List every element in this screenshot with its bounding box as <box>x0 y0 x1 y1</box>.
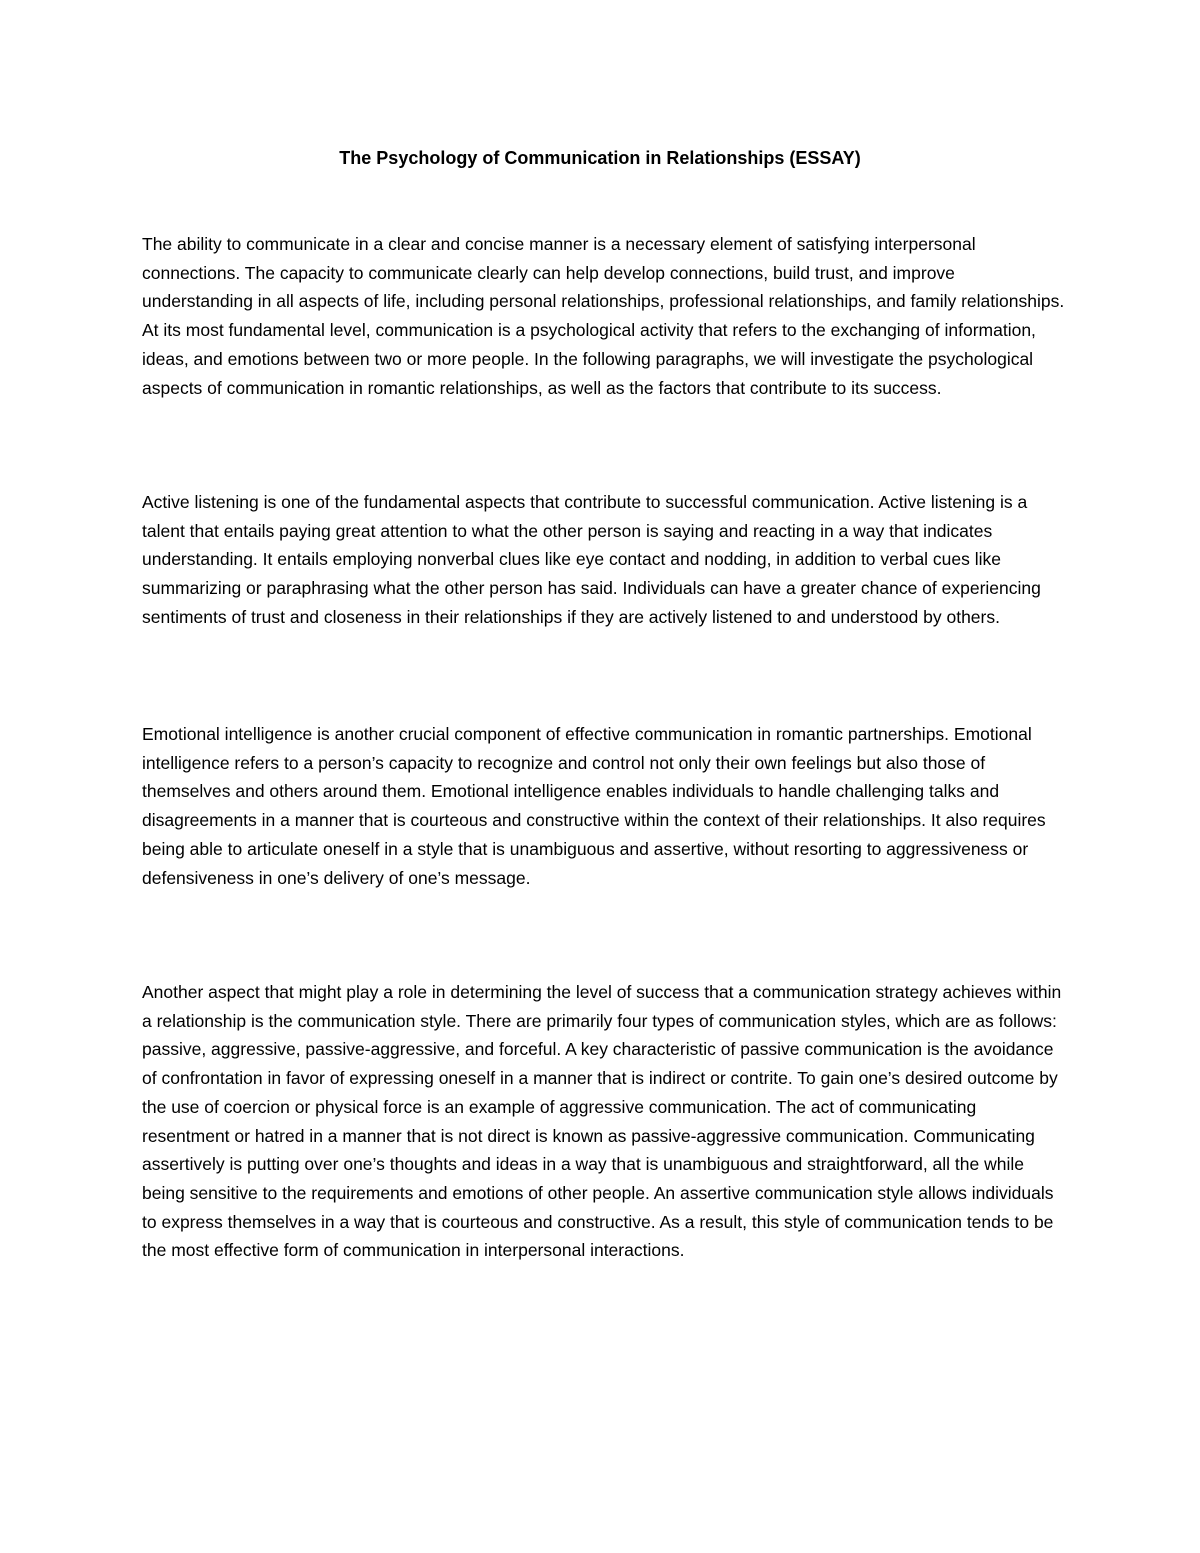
paragraph-emotional-intelligence: Emotional intelligence is another crucial component of effective communication in romantic partnerships. Emotional intelligence refers to a person’s capacity to recognize and control not only their own feelings but also those of themselves and others around them. Emotional intelligence enables individuals to handle challenging talks and disagreements in a manner that is courteous and constructive within the context of their relationships. It also requires being able to articulate oneself in a style that is unambiguous and assertive, without resorting to aggressiveness or defensiveness in one’s delivery of one’s message. <box>142 724 1046 888</box>
paragraph-active-listening: Active listening is one of the fundamental aspects that contribute to successful communication. Active listening is a talent that entails paying great attention to what the other person is saying and reacting in a way that indicates understanding. It entails employing nonverbal clues like eye contact and nodding, in addition to verbal cues like summarizing or paraphrasing what the other person has said. Individuals can have a greater chance of experiencing sentiments of trust and closeness in their relationships if they are actively listened to and understood by others. <box>142 492 1041 627</box>
paragraph-communication-style: Another aspect that might play a role in determining the level of success that a communication strategy achieves within a relationship is the communication style. There are primarily four types of communication styles, which are as follows: passive, aggressive, passive-aggressive, and forceful. A key characteristic of passive communication is the avoidance of confrontation in favor of expressing oneself in a manner that is indirect or contrite. To gain one’s desired outcome by the use of coercion or physical force is an example of aggressive communication. The act of communicating resentment or hatred in a manner that is not direct is known as passive-aggressive communication. Communicating assertively is putting over one’s thoughts and ideas in a way that is unambiguous and straightforward, all the while being sensitive to the requirements and emotions of other people. An assertive communication style allows individuals to express themselves in a way that is courteous and constructive. As a result, this style of communication tends to be the most effective form of communication in interpersonal interactions. <box>142 982 1062 1261</box>
document-title: The Psychology of Communication in Relationships (ESSAY) <box>339 148 861 168</box>
paragraph-introduction: The ability to communicate in a clear and concise manner is a necessary element of satisfying interpersonal connections. The capacity to communicate clearly can help develop connections, build trust, and improve understanding in all aspects of life, including personal relationships, professional relationships, and family relationships. At its most fundamental level, communication is a psychological activity that refers to the exchanging of information, ideas, and emotions between two or more people. In the following paragraphs, we will investigate the psychological aspects of communication in romantic relationships, as well as the factors that contribute to its success. <box>142 234 1065 398</box>
